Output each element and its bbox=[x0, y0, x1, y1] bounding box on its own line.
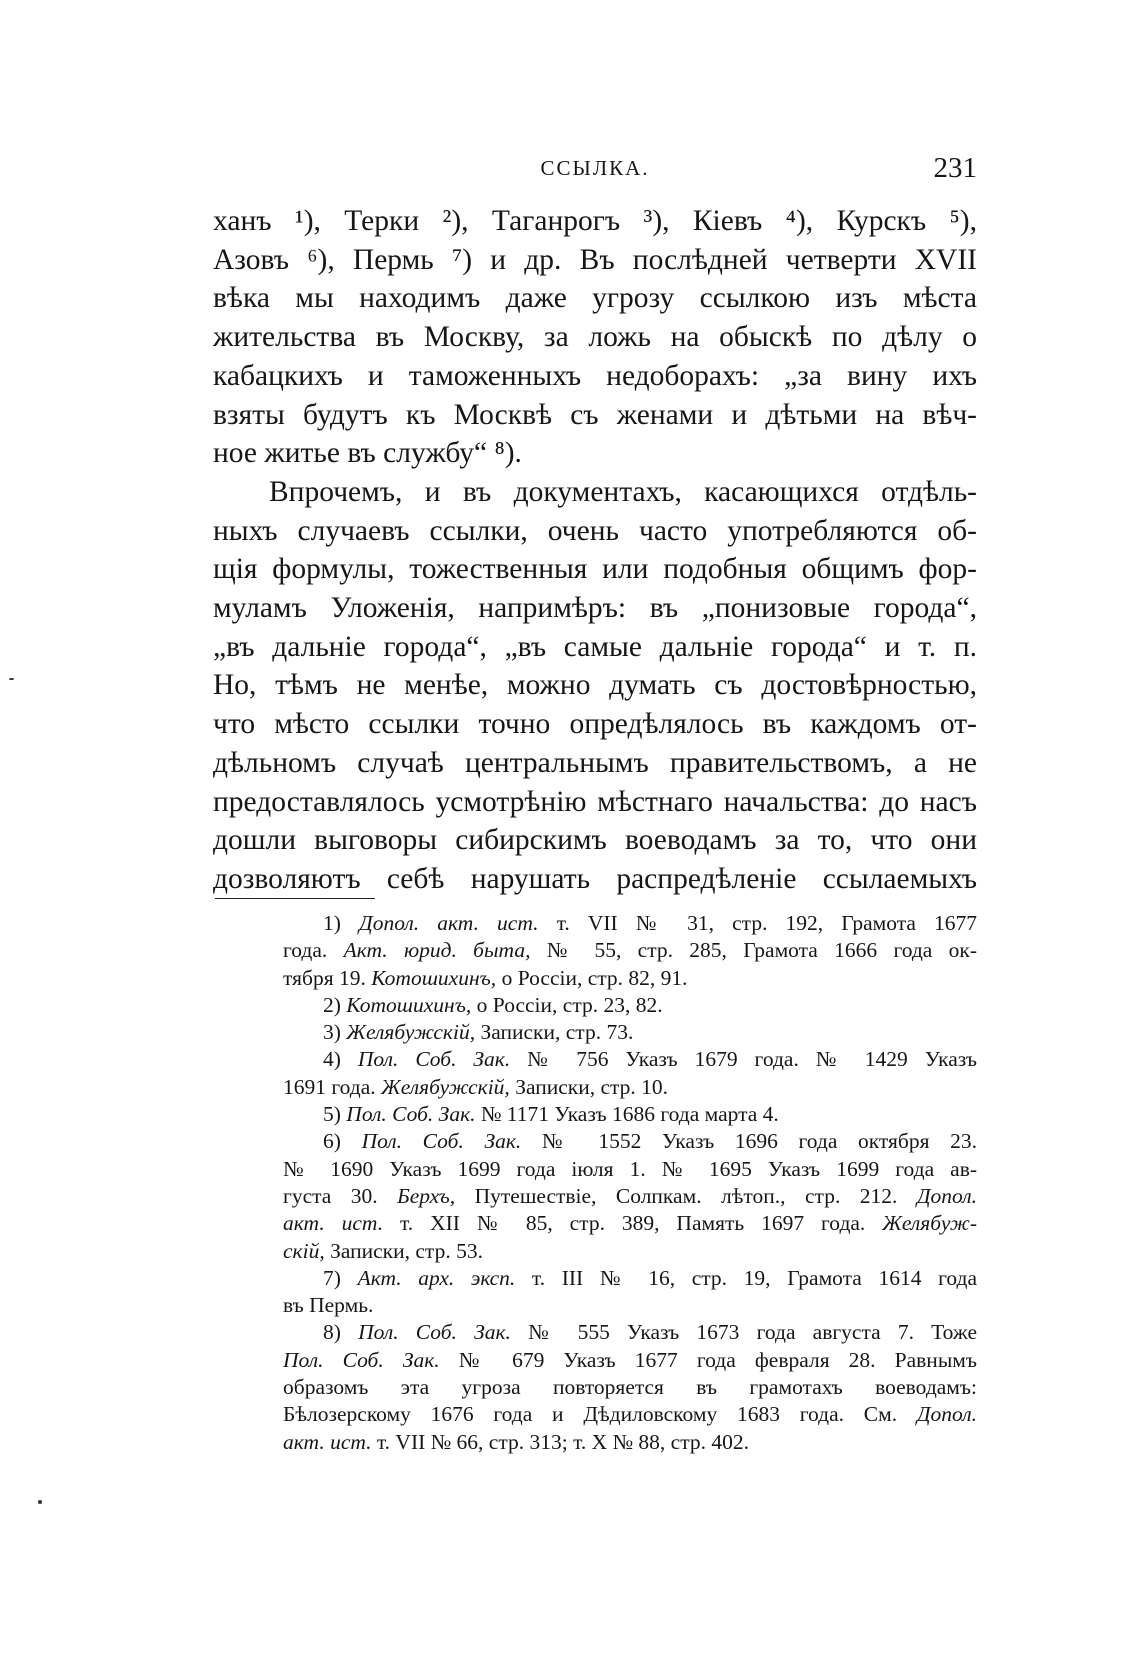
footnote-text: густа 30. bbox=[283, 1183, 398, 1208]
citation-title: Желябужскій, bbox=[346, 1020, 476, 1045]
citation-title: скій, bbox=[283, 1238, 325, 1263]
body-line: дошли выговоры сибирскимъ воеводамъ за то, что они bbox=[213, 824, 977, 857]
footnote-text: № 679 Указъ 1677 года февраля 28. Равнымъ bbox=[439, 1347, 977, 1372]
citation-title: Котошихинъ, bbox=[346, 992, 472, 1017]
footnote-text: т. XII № 85, стр. 389, Память 1697 года. bbox=[383, 1211, 883, 1236]
footnote bbox=[283, 910, 977, 992]
body-line: щія формулы, тожественныя или подобныя общимъ фор- bbox=[213, 553, 977, 586]
footnote-number: 5) bbox=[323, 1102, 341, 1127]
footnote-line bbox=[283, 992, 977, 1019]
footnote-line bbox=[283, 937, 977, 964]
footnote-text: № 55, стр. 285, Грамота 1666 года ок- bbox=[530, 938, 977, 963]
footnote-text: Путешествіе, Солпкам. лѣтоп., стр. 212. bbox=[455, 1183, 917, 1208]
citation-title: Пол. Соб. Зак. bbox=[283, 1347, 440, 1372]
body-line: что мѣсто ссылки точно опредѣлялось въ каждомъ от- bbox=[213, 708, 977, 741]
footnote-number: 8) bbox=[323, 1320, 341, 1345]
footnote-text: № 1552 Указъ 1696 года октября 23. bbox=[521, 1129, 978, 1154]
citation-title: Пол. Соб. Зак. bbox=[357, 1047, 511, 1072]
footnote-text: года. bbox=[283, 938, 344, 963]
body-line: взяты будутъ къ Москвѣ съ женами и дѣтьми на вѣч- bbox=[213, 398, 977, 431]
body-line: Впрочемъ, и въ документахъ, касающихся отдѣль- bbox=[269, 475, 977, 508]
footnote bbox=[283, 1046, 977, 1101]
running-title: ССЫЛКА. bbox=[540, 156, 650, 180]
footnote-number: 7) bbox=[323, 1265, 341, 1290]
footnote bbox=[283, 1128, 977, 1264]
footnote-line bbox=[283, 1347, 977, 1374]
body-line: ханъ ¹), Терки ²), Таганрогъ ³), Кіевъ ⁴), Курскъ ⁵), bbox=[213, 205, 977, 237]
footnote-line bbox=[283, 1156, 977, 1183]
footnote-separator bbox=[215, 898, 375, 899]
footnote-text: 1691 года. bbox=[283, 1074, 382, 1099]
footnote-text: тября 19. bbox=[283, 965, 372, 990]
footnote-line bbox=[283, 1019, 977, 1046]
footnote-text: № 756 Указъ 1679 года. № 1429 Указъ bbox=[510, 1047, 977, 1072]
footnote-number: 1) bbox=[323, 911, 341, 935]
citation-title: Желябуж- bbox=[882, 1211, 977, 1236]
footnote-line bbox=[283, 1319, 977, 1346]
citation-title: акт. ист. bbox=[283, 1429, 372, 1454]
body-line: дѣльномъ случаѣ центральнымъ правительствомъ, а не bbox=[213, 746, 977, 779]
footnote bbox=[283, 992, 977, 1019]
footnote-text: т. VII № 66, стр. 313; т. X № 88, стр. 402. bbox=[371, 1429, 749, 1454]
footnote-line bbox=[283, 1183, 977, 1210]
citation-title: Допол. bbox=[916, 1183, 977, 1208]
footnote-text: № 555 Указъ 1673 года августа 7. Тоже bbox=[510, 1320, 978, 1345]
footnote-text: Записки, стр. 53. bbox=[324, 1238, 483, 1263]
body-line: Азовъ ⁶), Пермь ⁷) и др. Въ послѣдней четверти XVII bbox=[213, 243, 977, 276]
footnote-line bbox=[283, 910, 977, 937]
body-line: муламъ Уложенія, напримѣръ: въ „понизовые города“, bbox=[213, 592, 977, 625]
page-number: 231 bbox=[933, 152, 977, 184]
footnote-line bbox=[283, 1046, 977, 1073]
footnote-text: т. III № 16, стр. 19, Грамота 1614 года bbox=[515, 1265, 977, 1290]
footnote bbox=[283, 1319, 977, 1455]
citation-title: Допол. акт. ист. bbox=[359, 911, 539, 935]
citation-title: Берхъ, bbox=[397, 1183, 456, 1208]
footnote bbox=[283, 1265, 977, 1320]
citation-title: Допол. bbox=[916, 1402, 977, 1427]
footnote-text: образомъ эта угроза повторяется въ грамотахъ воеводамъ: bbox=[283, 1375, 977, 1400]
footnote-line bbox=[283, 1401, 977, 1428]
footnote-number: 3) bbox=[323, 1020, 341, 1045]
body-line: жительства въ Москву, за ложь на обыскѣ по дѣлу о bbox=[213, 321, 977, 354]
main-text bbox=[213, 202, 977, 899]
footnote-text: о Россіи, стр. 23, 82. bbox=[471, 992, 663, 1017]
body-line: вѣка мы находимъ даже угрозу ссылкою изъ мѣста bbox=[213, 282, 977, 315]
footnote bbox=[283, 1019, 977, 1046]
scan-speck bbox=[38, 1500, 42, 1504]
body-line: Но, тѣмъ не менѣе, можно думать съ достовѣрностью, bbox=[213, 669, 977, 702]
footnote-line bbox=[283, 1210, 977, 1237]
body-line: ное житье въ службу“ ⁸). bbox=[213, 437, 522, 470]
scan-speck bbox=[9, 678, 14, 680]
footnote-line bbox=[283, 1074, 977, 1101]
footnote-line bbox=[283, 1101, 977, 1128]
footnote-text: № 1690 Указъ 1699 года іюля 1. № 1695 Указъ 1699 года ав- bbox=[283, 1156, 977, 1181]
footnote bbox=[283, 1101, 977, 1128]
footnote-line bbox=[283, 1128, 977, 1155]
footnote-line bbox=[283, 965, 977, 992]
footnote-line bbox=[283, 1265, 977, 1292]
citation-title: Пол. Соб. Зак. bbox=[361, 1129, 522, 1154]
footnote-number: 4) bbox=[323, 1047, 341, 1072]
citation-title: Желябужскій, bbox=[381, 1074, 510, 1099]
footnote-text: о Россіи, стр. 82, 91. bbox=[496, 965, 688, 990]
page-header bbox=[213, 152, 977, 192]
citation-title: Пол. Соб. Зак. bbox=[346, 1102, 476, 1127]
body-line: кабацкихъ и таможенныхъ недоборахъ: „за вину ихъ bbox=[213, 359, 977, 392]
body-line: предоставлялось усмотрѣнію мѣстнаго начальства: до насъ bbox=[213, 785, 977, 818]
footnote-number: 6) bbox=[323, 1129, 341, 1154]
citation-title: акт. ист. bbox=[283, 1211, 384, 1236]
citation-title: Котошихинъ, bbox=[371, 965, 497, 990]
footnote-line bbox=[283, 1292, 977, 1319]
footnote-text: Записки, стр. 73. bbox=[475, 1020, 634, 1045]
footnote-text: № 1171 Указъ 1686 года марта 4. bbox=[475, 1102, 779, 1127]
footnote-line bbox=[283, 1374, 977, 1401]
body-line: „въ дальніе города“, „въ самые дальніе города“ и т. п. bbox=[213, 630, 977, 663]
citation-title: Акт. юрид. быта, bbox=[343, 938, 531, 963]
body-line: дозволяютъ себѣ нарушать распредѣленіе ссылаемыхъ bbox=[213, 862, 977, 895]
footnote-text: Бѣлозерскому 1676 года и Дѣдиловскому 1683 года. См. bbox=[283, 1402, 917, 1427]
footnote-text: Записки, стр. 10. bbox=[509, 1074, 669, 1099]
footnote-text: т. VII № 31, стр. 192, Грамота 1677 bbox=[538, 911, 977, 935]
footnote-line bbox=[283, 1429, 977, 1456]
footnote-line bbox=[283, 1238, 977, 1265]
body-line: ныхъ случаевъ ссылки, очень часто употребляются об- bbox=[213, 514, 977, 547]
footnotes bbox=[283, 910, 977, 1456]
citation-title: Пол. Соб. Зак. bbox=[358, 1320, 511, 1345]
footnote-number: 2) bbox=[323, 992, 341, 1017]
footnote-text: въ Пермь. bbox=[283, 1293, 374, 1318]
citation-title: Акт. арх. эксп. bbox=[357, 1265, 516, 1290]
